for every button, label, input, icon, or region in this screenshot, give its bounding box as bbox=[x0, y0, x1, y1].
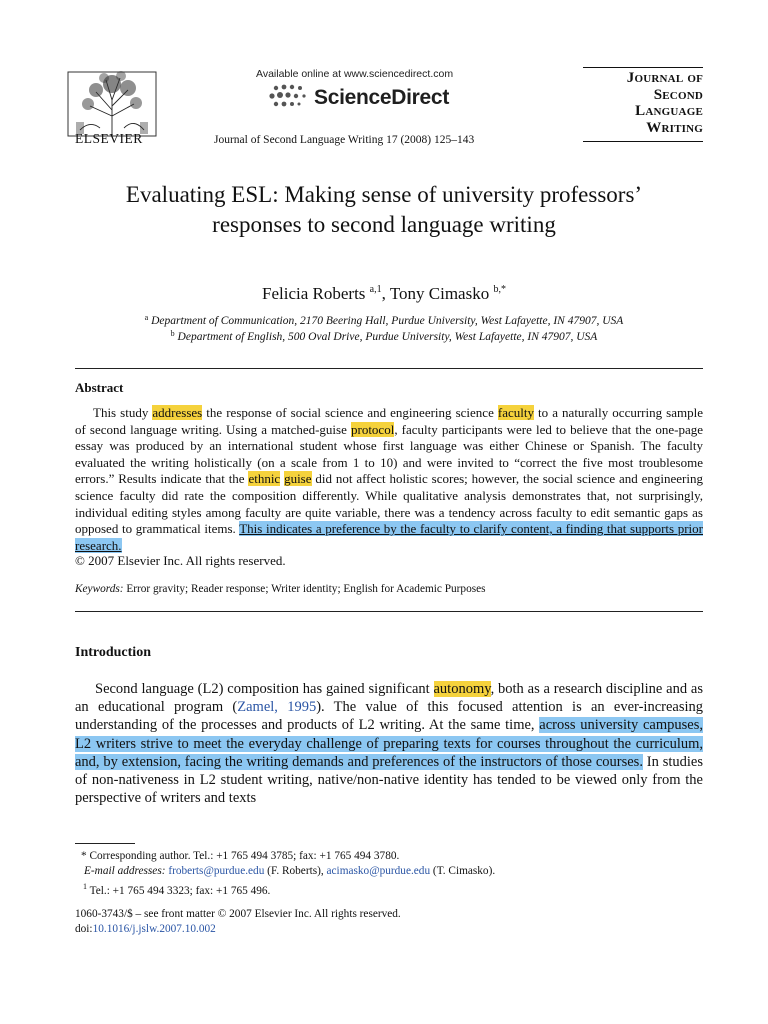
email-link[interactable]: acimasko@purdue.edu bbox=[326, 865, 431, 877]
introduction-heading: Introduction bbox=[75, 645, 151, 660]
affiliation-a bbox=[40, 313, 728, 327]
journal-logo-line: Second bbox=[653, 86, 703, 103]
author-marks[interactable]: a,1 bbox=[369, 284, 382, 295]
introduction-body bbox=[75, 680, 703, 807]
highlighted-word: ethnic bbox=[248, 471, 281, 487]
highlighted-word: faculty bbox=[497, 405, 534, 420]
email-link[interactable]: froberts@purdue.edu bbox=[168, 865, 265, 877]
highlighted-word: guise bbox=[284, 471, 312, 487]
footnote-corresponding bbox=[75, 849, 703, 864]
abstract-heading: Abstract bbox=[75, 380, 124, 395]
journal-logo bbox=[583, 70, 703, 136]
doi-line bbox=[75, 923, 216, 935]
highlighted-sentence: This indicates a preference by the faculty to clarify content, a finding that supports prior research. bbox=[75, 521, 703, 553]
text-run: Second language (L2) composition has gained significant bbox=[95, 681, 434, 697]
highlighted-word: autonomy bbox=[433, 681, 491, 697]
email-owner: (F. Roberts), bbox=[264, 865, 327, 877]
available-online-text[interactable]: Available online at www.sciencedirect.com bbox=[256, 68, 454, 80]
abstract-body bbox=[75, 405, 703, 554]
doi-label: doi: bbox=[75, 923, 93, 935]
text-run: This study bbox=[93, 405, 153, 420]
author-name[interactable]: Felicia Roberts bbox=[262, 284, 366, 303]
title-line: Evaluating ESL: Making sense of university professors’ bbox=[125, 182, 643, 207]
abstract-paragraph bbox=[75, 405, 703, 554]
affiliation-mark: b bbox=[170, 329, 175, 338]
footnote-mark: * bbox=[81, 850, 87, 862]
affiliation-text: Department of English, 500 Oval Drive, Purdue University, West Lafayette, IN 47907, USA bbox=[177, 331, 598, 343]
affiliation-text: Department of Communication, 2170 Beering Hall, Purdue University, West Lafayette, IN 47907, USA bbox=[151, 315, 624, 327]
journal-logo-line: Language bbox=[635, 103, 703, 119]
abstract-copyright: © 2007 Elsevier Inc. All rights reserved. bbox=[75, 553, 286, 568]
title-line: responses to second language writing bbox=[212, 212, 556, 237]
article-title bbox=[40, 180, 728, 240]
doi-link[interactable]: 10.1016/j.jslw.2007.10.002 bbox=[92, 923, 216, 935]
author-separator: , bbox=[381, 284, 390, 303]
text-run: In studies of non-nativeness in L2 student writing, native/non-native identity has tended to be viewed only from the perspective of writers and texts bbox=[75, 753, 703, 807]
highlighted-sentence: across university campuses, L2 writers strive to meet the everyday challenge of preparing texts for courses throughout the curriculum, and, by extension, facing the writing demands and preferences of the instructors of those courses. bbox=[75, 717, 703, 770]
footnote-text: Tel.: +1 765 494 3323; fax: +1 765 496. bbox=[89, 884, 271, 897]
sciencedirect-dots-icon bbox=[266, 82, 310, 110]
affiliation-b bbox=[40, 329, 728, 343]
abstract-top-rule bbox=[75, 368, 703, 369]
author-name[interactable]: Tony Cimasko bbox=[389, 284, 490, 303]
text-run: did not affect holistic scores; however, the social science and engineering science faculty did rate the composition differently. While qualitative analysis demonstrates that, not surprisingly, individual editing styles among faculty are quite variable, there was a tendency across faculty to edit semantic gaps as opposed to grammatical items. bbox=[75, 471, 703, 537]
text-run: , both as a research discipline and as an educational program ( bbox=[75, 681, 703, 716]
footnote-mark: 1 bbox=[83, 882, 87, 891]
sciencedirect-logo-text[interactable]: ScienceDirect bbox=[314, 86, 450, 109]
text-run: , faculty participants were led to believe that the one-page essay was produced by an international student whose first language was either Chinese or Spanish. The faculty evaluated the writing holistically (on a scale from 1 to 10) and were invited to “correct the five most troublesome errors.” Results indicate that the bbox=[75, 421, 703, 487]
journal-logo-line: Journal of bbox=[626, 70, 703, 86]
keywords-text: Error gravity; Reader response; Writer identity; English for Academic Purposes bbox=[126, 583, 486, 595]
email-owner: (T. Cimasko). bbox=[430, 865, 496, 877]
text-run: the response of social science and engineering science bbox=[202, 405, 498, 420]
footnote-emails bbox=[75, 864, 703, 879]
keywords-label: Keywords: bbox=[75, 583, 124, 595]
abstract-bottom-rule bbox=[75, 611, 703, 612]
author-marks[interactable]: b,* bbox=[493, 284, 506, 295]
introduction-paragraph bbox=[75, 680, 703, 807]
highlighted-word: protocol bbox=[350, 421, 395, 437]
author-list bbox=[40, 284, 728, 304]
footnote-text: Corresponding author. Tel.: +1 765 494 3785; fax: +1 765 494 3780. bbox=[89, 850, 400, 862]
journal-logo-bottom-rule bbox=[583, 141, 703, 142]
footnote-rule bbox=[75, 843, 135, 844]
journal-logo-top-rule bbox=[583, 67, 703, 68]
highlighted-word: addresses bbox=[152, 405, 203, 420]
publisher-name: ELSEVIER bbox=[75, 131, 143, 146]
journal-citation: Journal of Second Language Writing 17 (2008) 125–143 bbox=[214, 134, 475, 146]
keywords bbox=[75, 583, 486, 595]
journal-logo-line: Writing bbox=[646, 119, 703, 136]
footnote-1 bbox=[75, 879, 703, 899]
text-run: ). The value of this focused attention is an ever-increasing understanding of the processes and products of L2 writing. At the same time, bbox=[75, 699, 703, 734]
citation-link[interactable]: Zamel, 1995 bbox=[237, 699, 317, 716]
email-label: E-mail addresses: bbox=[84, 865, 166, 877]
affiliation-mark: a bbox=[144, 313, 149, 322]
issn-line: 1060-3743/$ – see front matter © 2007 Elsevier Inc. All rights reserved. bbox=[75, 908, 401, 920]
text-run: to a naturally occurring sample of second language writing. Using a matched-guise bbox=[75, 405, 703, 437]
